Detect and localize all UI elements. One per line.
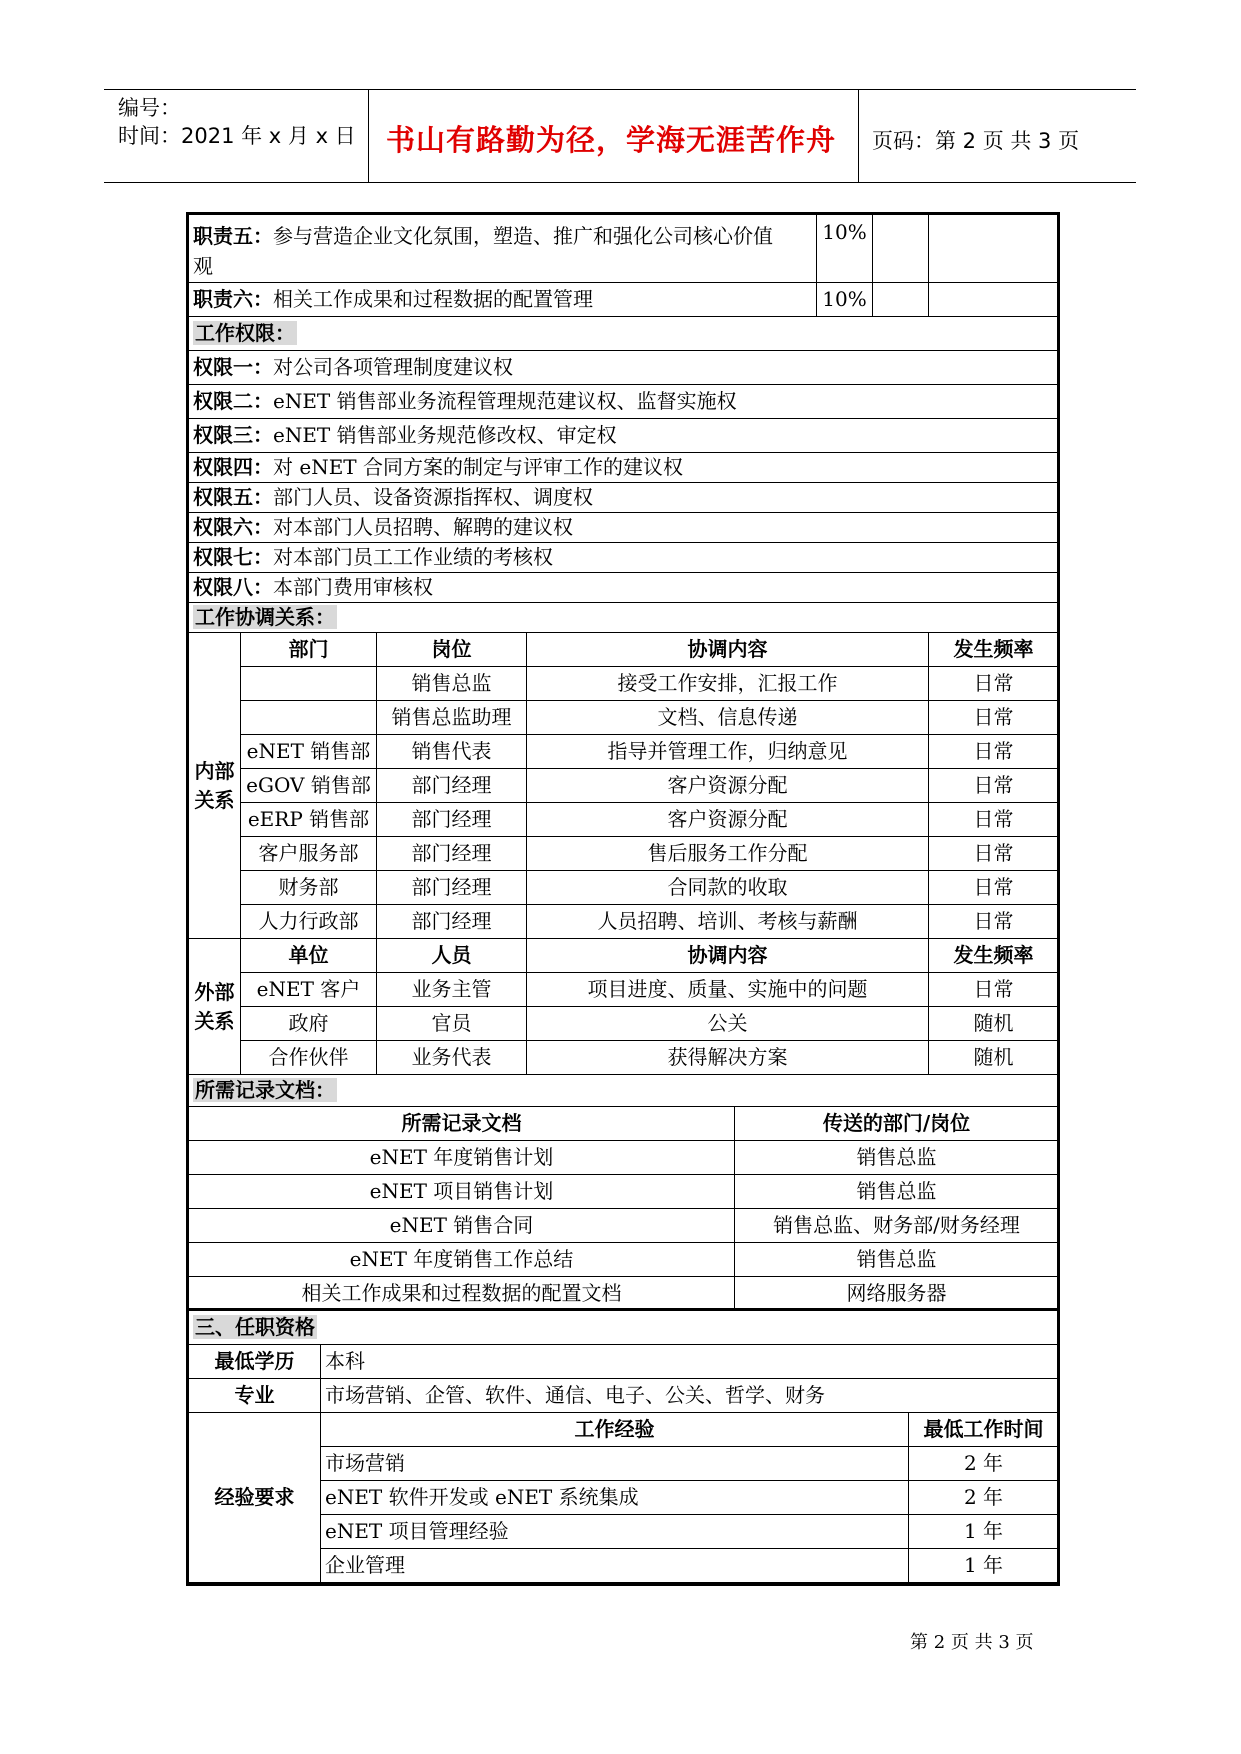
min-years-cell: 2 年 <box>909 1481 1059 1515</box>
documents-header-row <box>189 1107 1059 1141</box>
authority-row <box>189 543 1059 573</box>
column-header: 最低工作时间 <box>909 1413 1059 1447</box>
duty-text: 相关工作成果和过程数据的配置管理 <box>273 287 593 311</box>
document-name-cell: eNET 项目销售计划 <box>189 1175 735 1209</box>
position-cell: 部门经理 <box>377 871 527 905</box>
internal-label-line1: 内部 <box>194 758 235 783</box>
column-header: 岗位 <box>377 633 527 667</box>
page-footer: 第 2 页 共 3 页 <box>910 1632 1034 1653</box>
authority-row <box>189 351 1059 385</box>
dept-cell: eERP 销售部 <box>241 803 377 837</box>
dept-cell: 人力行政部 <box>241 905 377 939</box>
authority-row <box>189 483 1059 513</box>
min-years-cell: 1 年 <box>909 1515 1059 1549</box>
duty-text-continued: 观 <box>193 254 213 278</box>
duty-label: 职责五： <box>193 224 273 248</box>
duty-row <box>189 215 1059 283</box>
experience-header-row <box>189 1413 1059 1447</box>
document-name-cell: eNET 销售合同 <box>189 1209 735 1243</box>
authority-label: 权限八： <box>193 575 273 599</box>
table-row <box>189 735 1059 769</box>
external-header-row <box>189 939 1059 973</box>
table-row <box>189 905 1059 939</box>
document-number-label: 编号： <box>118 96 181 120</box>
section-title: 工作协调关系： <box>195 605 335 629</box>
frequency-cell: 日常 <box>929 905 1059 939</box>
duty-text-cell <box>189 215 817 283</box>
experience-label: 经验要求 <box>189 1413 321 1583</box>
section-title: 工作权限： <box>195 321 295 345</box>
dept-cell <box>241 701 377 735</box>
position-cell: 部门经理 <box>377 769 527 803</box>
header-bottom-rule <box>104 182 1136 183</box>
table-row <box>189 1277 1059 1311</box>
major-value: 市场营销、企管、软件、通信、电子、公关、哲学、财务 <box>321 1379 1059 1413</box>
experience-cell: eNET 软件开发或 eNET 系统集成 <box>321 1481 909 1515</box>
document-name-cell: eNET 年度销售计划 <box>189 1141 735 1175</box>
education-value: 本科 <box>321 1345 1059 1379</box>
min-years-cell: 2 年 <box>909 1447 1059 1481</box>
table-row <box>189 1141 1059 1175</box>
header-top-rule <box>104 89 1136 90</box>
experience-cell: 企业管理 <box>321 1549 909 1583</box>
authority-text: eNET 销售部业务规范修改权、审定权 <box>273 423 617 447</box>
duty-blank-cell <box>929 215 1059 283</box>
authority-label: 权限四： <box>193 455 273 479</box>
duty-label: 职责六： <box>193 287 273 311</box>
duty-text-cell <box>189 283 817 317</box>
document-name-cell: eNET 年度销售工作总结 <box>189 1243 735 1277</box>
content-cell: 售后服务工作分配 <box>527 837 929 871</box>
documents-title-row <box>189 1075 1059 1107</box>
position-cell: 销售总监 <box>377 667 527 701</box>
duty-weight: 10% <box>817 215 873 283</box>
external-relation-label <box>189 939 241 1075</box>
min-years-cell: 1 年 <box>909 1549 1059 1583</box>
content-cell: 合同款的收取 <box>527 871 929 905</box>
authority-text: eNET 销售部业务流程管理规范建议权、监督实施权 <box>273 389 737 413</box>
person-cell: 业务代表 <box>377 1041 527 1075</box>
authority-label: 权限五： <box>193 485 273 509</box>
dept-cell <box>241 667 377 701</box>
authority-label: 权限三： <box>193 423 273 447</box>
authority-label: 权限六： <box>193 515 273 539</box>
education-row <box>189 1345 1059 1379</box>
internal-header-row <box>189 633 1059 667</box>
authority-text: 对本部门员工工作业绩的考核权 <box>273 545 553 569</box>
duties-authority-coordination-table <box>188 214 1059 1107</box>
column-header: 协调内容 <box>527 633 929 667</box>
document-recipient-cell: 销售总监 <box>735 1243 1059 1277</box>
header-motto: 书山有路勤为径，学海无涯苦作舟 <box>385 123 836 157</box>
documents-table <box>188 1106 1059 1311</box>
unit-cell: eNET 客户 <box>241 973 377 1007</box>
document-recipient-cell: 销售总监、财务部/财务经理 <box>735 1209 1059 1243</box>
dept-cell: 客户服务部 <box>241 837 377 871</box>
authority-row <box>189 453 1059 483</box>
duty-blank-cell <box>929 283 1059 317</box>
frequency-cell: 随机 <box>929 1007 1059 1041</box>
column-header: 人员 <box>377 939 527 973</box>
dept-cell: eGOV 销售部 <box>241 769 377 803</box>
authority-title-row <box>189 317 1059 351</box>
external-label-line2: 关系 <box>194 1008 235 1033</box>
unit-cell: 政府 <box>241 1007 377 1041</box>
table-row <box>189 1041 1059 1075</box>
authority-text: 部门人员、设备资源指挥权、调度权 <box>273 485 593 509</box>
header-divider-right <box>858 90 859 182</box>
frequency-cell: 日常 <box>929 837 1059 871</box>
content-cell: 项目进度、质量、实施中的问题 <box>527 973 929 1007</box>
position-cell: 销售总监助理 <box>377 701 527 735</box>
document-name-cell: 相关工作成果和过程数据的配置文档 <box>189 1277 735 1311</box>
column-header: 部门 <box>241 633 377 667</box>
column-header: 传送的部门/岗位 <box>735 1107 1059 1141</box>
authority-text: 对公司各项管理制度建议权 <box>273 355 513 379</box>
position-cell: 部门经理 <box>377 803 527 837</box>
duty-row <box>189 283 1059 317</box>
document-recipient-cell: 销售总监 <box>735 1175 1059 1209</box>
position-cell: 销售代表 <box>377 735 527 769</box>
frequency-cell: 日常 <box>929 769 1059 803</box>
table-row <box>189 1209 1059 1243</box>
frequency-cell: 日常 <box>929 803 1059 837</box>
authority-text: 本部门费用审核权 <box>273 575 433 599</box>
position-cell: 部门经理 <box>377 905 527 939</box>
document-date: 时间：2021 年 x 月 x 日 <box>118 124 356 148</box>
table-row <box>189 769 1059 803</box>
table-row <box>189 803 1059 837</box>
major-label: 专业 <box>189 1379 321 1413</box>
column-header: 协调内容 <box>527 939 929 973</box>
frequency-cell: 日常 <box>929 973 1059 1007</box>
frequency-cell: 日常 <box>929 667 1059 701</box>
frequency-cell: 日常 <box>929 871 1059 905</box>
content-cell: 接受工作安排，汇报工作 <box>527 667 929 701</box>
authority-label: 权限二： <box>193 389 273 413</box>
authority-row <box>189 385 1059 419</box>
content-cell: 人员招聘、培训、考核与薪酬 <box>527 905 929 939</box>
column-header: 发生频率 <box>929 633 1059 667</box>
column-header: 发生频率 <box>929 939 1059 973</box>
content-cell: 客户资源分配 <box>527 769 929 803</box>
person-cell: 官员 <box>377 1007 527 1041</box>
table-row <box>189 1175 1059 1209</box>
authority-row <box>189 573 1059 603</box>
document-recipient-cell: 销售总监 <box>735 1141 1059 1175</box>
person-cell: 业务主管 <box>377 973 527 1007</box>
content-cell: 公关 <box>527 1007 929 1041</box>
authority-text: 对本部门人员招聘、解聘的建议权 <box>273 515 573 539</box>
table-row <box>189 667 1059 701</box>
document-recipient-cell: 网络服务器 <box>735 1277 1059 1311</box>
frequency-cell: 日常 <box>929 735 1059 769</box>
header-divider-left <box>368 90 369 182</box>
major-row <box>189 1379 1059 1413</box>
frequency-cell: 日常 <box>929 701 1059 735</box>
external-label-line1: 外部 <box>194 979 235 1004</box>
table-row <box>189 701 1059 735</box>
qualifications-title-row <box>189 1311 1059 1345</box>
table-row <box>189 1243 1059 1277</box>
duty-blank-cell <box>873 215 929 283</box>
header-page-number: 页码：第 2 页 共 3 页 <box>872 129 1080 153</box>
authority-row <box>189 419 1059 453</box>
duty-text: 参与营造企业文化氛围，塑造、推广和强化公司核心价值 <box>273 224 773 248</box>
table-row <box>189 1007 1059 1041</box>
coordination-title-row <box>189 603 1059 633</box>
authority-label: 权限七： <box>193 545 273 569</box>
experience-cell: eNET 项目管理经验 <box>321 1515 909 1549</box>
section-title: 三、任职资格 <box>195 1315 315 1339</box>
education-label: 最低学历 <box>189 1345 321 1379</box>
internal-relation-label <box>189 633 241 939</box>
authority-text: 对 eNET 合同方案的制定与评审工作的建议权 <box>273 455 683 479</box>
table-row <box>189 837 1059 871</box>
column-header: 单位 <box>241 939 377 973</box>
content-cell: 文档、信息传递 <box>527 701 929 735</box>
internal-label-line2: 关系 <box>194 787 235 812</box>
table-row <box>189 871 1059 905</box>
column-header: 所需记录文档 <box>189 1107 735 1141</box>
table-row <box>189 973 1059 1007</box>
content-cell: 获得解决方案 <box>527 1041 929 1075</box>
experience-cell: 市场营销 <box>321 1447 909 1481</box>
duty-blank-cell <box>873 283 929 317</box>
unit-cell: 合作伙伴 <box>241 1041 377 1075</box>
authority-label: 权限一： <box>193 355 273 379</box>
content-cell: 客户资源分配 <box>527 803 929 837</box>
content-cell: 指导并管理工作，归纳意见 <box>527 735 929 769</box>
duty-weight: 10% <box>817 283 873 317</box>
authority-row <box>189 513 1059 543</box>
column-header: 工作经验 <box>321 1413 909 1447</box>
dept-cell: eNET 销售部 <box>241 735 377 769</box>
qualifications-table <box>188 1310 1059 1583</box>
dept-cell: 财务部 <box>241 871 377 905</box>
frequency-cell: 随机 <box>929 1041 1059 1075</box>
section-title: 所需记录文档： <box>195 1078 335 1102</box>
position-cell: 部门经理 <box>377 837 527 871</box>
